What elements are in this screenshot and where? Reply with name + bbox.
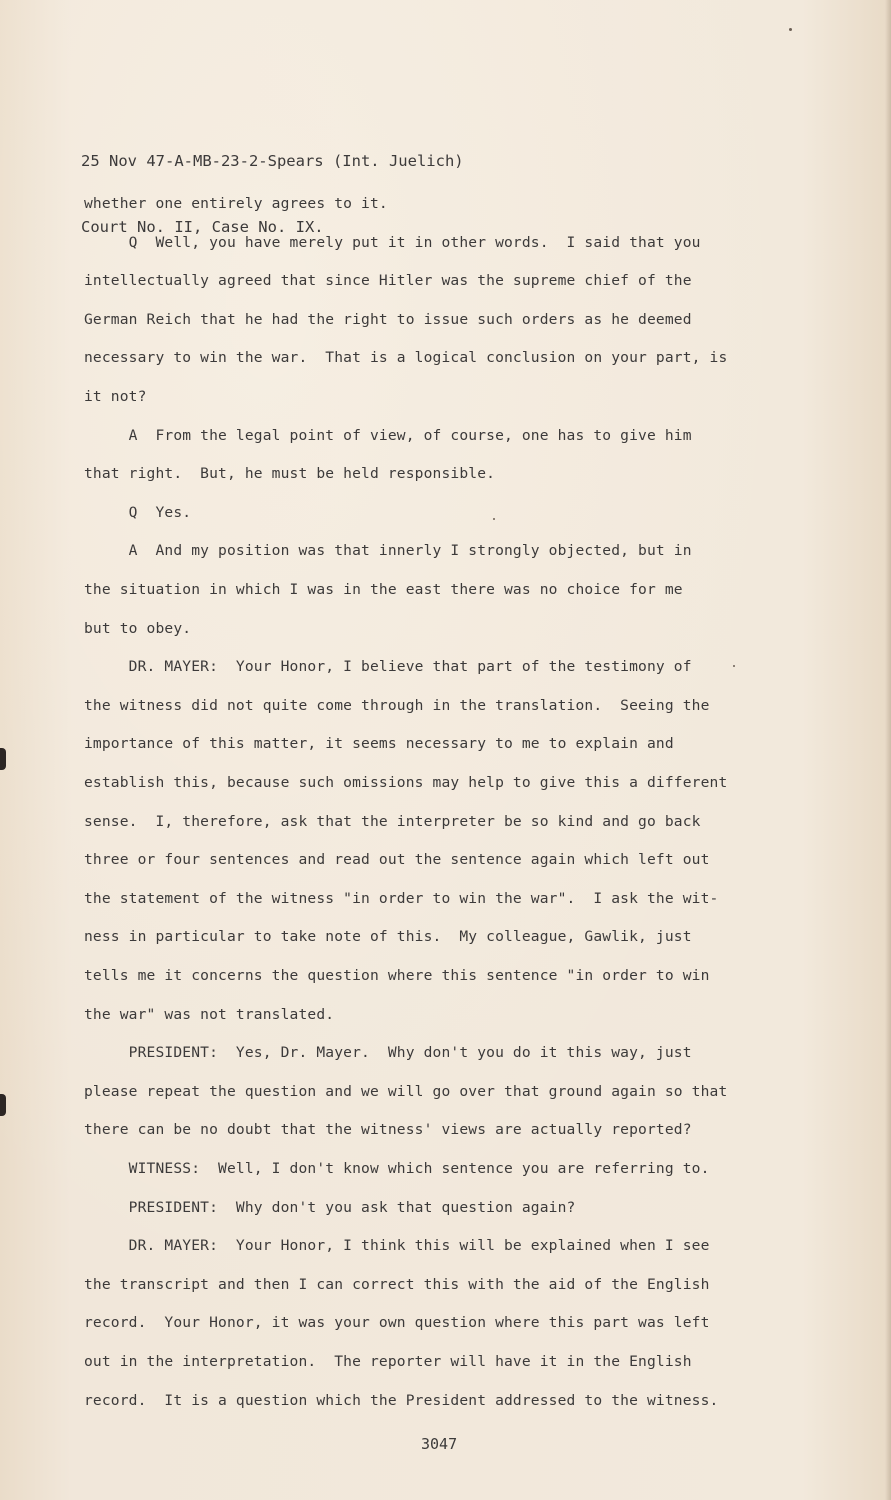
transcript-line: PRESIDENT: Yes, Dr. Mayer. Why don't you do it this way, just xyxy=(84,1044,692,1062)
transcript-line: there can be no doubt that the witness' views are actually reported? xyxy=(84,1121,692,1139)
transcript-line: please repeat the question and we will go over that ground again so that xyxy=(84,1082,728,1100)
transcript-line: DR. MAYER: Your Honor, I think this will be explained when I see xyxy=(84,1237,710,1255)
transcript-line: A And my position was that innerly I strongly objected, but in xyxy=(84,542,692,560)
paper-speck xyxy=(493,518,495,520)
transcript-line: out in the interpretation. The reporter will have it in the English xyxy=(84,1353,692,1370)
transcript-line: WITNESS: Well, I don't know which sentence you are referring to. xyxy=(84,1160,710,1177)
transcript-line: tells me it concerns the question where this sentence "in order to win xyxy=(84,967,710,984)
transcript-line: whether one entirely agrees to it. xyxy=(84,195,388,212)
header-line-court-case: Court No. II, Case No. IX. xyxy=(81,218,324,236)
transcript-line: Q Yes. xyxy=(84,503,192,521)
transcript-line: A From the legal point of view, of course, one has to give him xyxy=(84,426,692,444)
transcript-line: establish this, because such omissions may help to give this a different xyxy=(84,774,728,791)
transcript-line: three or four sentences and read out the sentence again which left out xyxy=(84,851,710,869)
transcript-line: German Reich that he had the right to issue such orders as he deemed xyxy=(84,310,692,328)
transcript-line: but to obey. xyxy=(84,619,192,637)
transcript-line: Q Well, you have merely put it in other words. I said that you xyxy=(84,233,701,251)
transcript-line: sense. I, therefore, ask that the interpreter be so kind and go back xyxy=(84,812,701,830)
page-edge-shadow xyxy=(885,0,891,1500)
transcript-line: record. Your Honor, it was your own question where this part was left xyxy=(84,1314,710,1332)
transcript-line: the transcript and then I can correct this with the aid of the English xyxy=(84,1275,710,1293)
transcript-line: the war" was not translated. xyxy=(84,1005,335,1023)
page-number: 3047 xyxy=(421,1435,458,1453)
transcript-line: necessary to win the war. That is a logical conclusion on your part, is xyxy=(84,349,728,367)
transcript-line: intellectually agreed that since Hitler was the supreme chief of the xyxy=(84,272,692,290)
binder-hole-mark xyxy=(0,1094,6,1116)
transcript-line: ness in particular to take note of this. My colleague, Gawlik, just xyxy=(84,928,692,946)
transcript-line: importance of this matter, it seems necessary to me to explain and xyxy=(84,735,674,753)
binder-hole-mark xyxy=(0,748,6,770)
transcript-line: the witness did not quite come through in the translation. Seeing the xyxy=(84,696,710,714)
transcript-line: record. It is a question which the President addressed to the witness. xyxy=(84,1391,719,1409)
transcript-line: the situation in which I was in the east there was no choice for me xyxy=(84,581,683,598)
transcript-line: that right. But, he must be held responsible. xyxy=(84,465,496,483)
header-line-reference: 25 Nov 47-A-MB-23-2-Spears (Int. Juelich) xyxy=(81,152,464,170)
transcript-line: PRESIDENT: Why don't you ask that question again? xyxy=(84,1198,576,1216)
document-header xyxy=(81,106,464,282)
transcript-line: it not? xyxy=(84,388,147,405)
transcript-line: DR. MAYER: Your Honor, I believe that part of the testimony of xyxy=(84,658,692,676)
transcript-line: the statement of the witness "in order to win the war". I ask the wit- xyxy=(84,889,719,907)
paper-speck xyxy=(789,28,792,31)
paper-speck xyxy=(733,665,735,667)
